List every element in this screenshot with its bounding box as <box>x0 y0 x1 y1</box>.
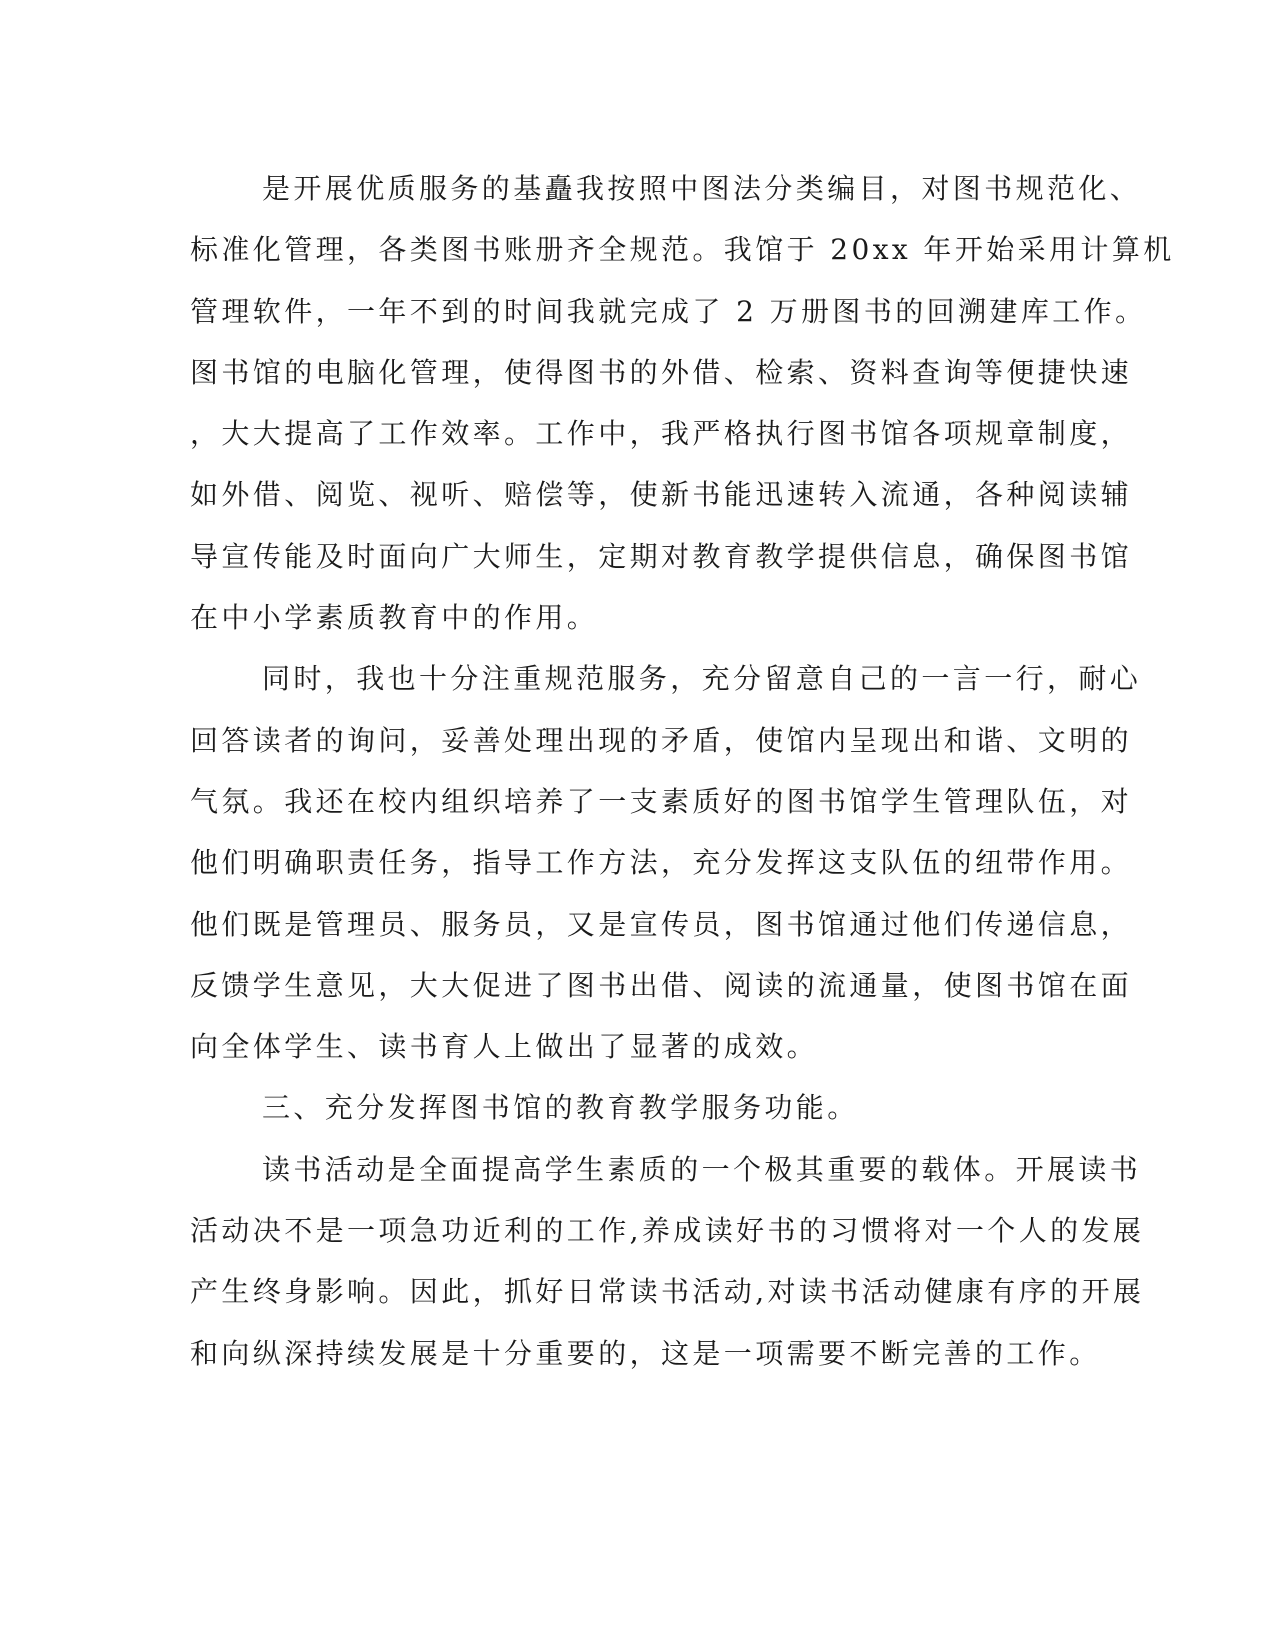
text-line: 读书活动是全面提高学生素质的一个极其重要的载体。开展读书 <box>262 1152 1142 1186</box>
text-line: 回答读者的询问，妥善处理出现的矛盾，使馆内呈现出和谐、文明的 <box>190 723 1133 757</box>
text-line: 反馈学生意见，大大促进了图书出借、阅读的流通量，使图书馆在面 <box>190 968 1133 1002</box>
text-line: 他们明确职责任务，指导工作方法，充分发挥这支队伍的纽带作用。 <box>190 846 1133 880</box>
text-line: 和向纵深持续发展是十分重要的，这是一项需要不断完善的工作。 <box>190 1336 1101 1370</box>
text-line: 在中小学素质教育中的作用。 <box>190 601 599 635</box>
text-line: 活动决不是一项急功近利的工作,养成读好书的习惯将对一个人的发展 <box>190 1214 1145 1248</box>
text-line: 向全体学生、读书育人上做出了显著的成效。 <box>190 1030 819 1064</box>
section-heading: 三、充分发挥图书馆的教育教学服务功能。 <box>262 1091 859 1125</box>
text-line: 气氛。我还在校内组织培养了一支素质好的图书馆学生管理队伍，对 <box>190 784 1133 818</box>
text-line: ，大大提高了工作效率。工作中，我严格执行图书馆各项规章制度， <box>190 417 1133 451</box>
text-line: 他们既是管理员、服务员，又是宣传员，图书馆通过他们传递信息， <box>190 907 1133 941</box>
text-line: 如外借、阅览、视听、赔偿等，使新书能迅速转入流通，各种阅读辅 <box>190 478 1133 512</box>
text-line: 导宣传能及时面向广大师生，定期对教育教学提供信息，确保图书馆 <box>190 539 1133 573</box>
text-line: 是开展优质服务的基矗我按照中图法分类编目，对图书规范化、 <box>262 172 1142 205</box>
text-line: 同时，我也十分注重规范服务，充分留意自己的一言一行，耐心 <box>262 662 1142 696</box>
text-line: 产生终身影响。因此，抓好日常读书活动,对读书活动健康有序的开展 <box>190 1275 1145 1309</box>
text-line: 图书馆的电脑化管理，使得图书的外借、检索、资料查询等便捷快速 <box>190 355 1133 389</box>
text-line: 管理软件，一年不到的时间我就完成了 2 万册图书的回溯建库工作。 <box>190 294 1147 328</box>
text-line: 标准化管理，各类图书账册齐全规范。我馆于 20xx 年开始采用计算机 <box>190 233 1175 267</box>
body-text <box>190 158 1175 1384</box>
